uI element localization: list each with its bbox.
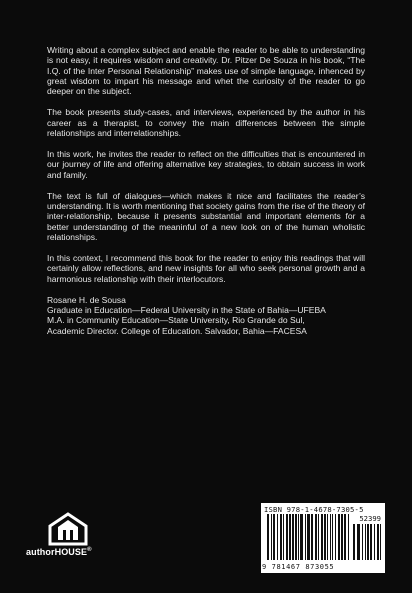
barcode-addon-label: 52399 <box>359 514 381 523</box>
barcode-bar <box>377 524 379 560</box>
barcode-bar <box>338 514 340 560</box>
barcode-bar <box>295 514 297 560</box>
barcode-bar <box>271 514 272 560</box>
barcode-bar <box>341 514 343 560</box>
barcode-bar <box>267 514 269 560</box>
blurb-paragraph-4: The text is full of dialogues—which makes it nice and facilitates the reader’s understanding. It is worth mentioning that society gains from the rise of the theory of inter-relationship, because it presents substantial and important elements for a better understanding of the meaninful of a new look on of the human wholistic relationships. <box>47 190 365 242</box>
barcode-bar <box>289 514 291 560</box>
barcode-bar <box>344 514 346 560</box>
barcode-bar <box>327 514 328 560</box>
signature-name: Rosane H. de Sousa <box>47 294 126 305</box>
barcode-bar <box>380 524 381 560</box>
signature-credential-3: Academic Director. College of Education. Salvador, Bahia—FACESA <box>47 325 307 336</box>
barcode-bar <box>332 514 333 560</box>
isbn-label: ISBN 978-1-4678-7305-5 <box>264 505 364 514</box>
barcode-bar <box>305 514 306 560</box>
barcode-bar <box>315 514 317 560</box>
barcode-bar <box>357 524 360 560</box>
barcode-bar <box>277 514 278 560</box>
barcode-bar <box>335 514 336 560</box>
blurb-paragraph-2: The book presents study-cases, and interviews, experienced by the author in his career as a therapist, to convey the main differences between the simple relationships and interrelationships. <box>47 107 365 138</box>
barcode-bar <box>370 524 372 560</box>
barcode-bar <box>300 514 303 560</box>
signature-credential-1: Graduate in Education—Federal University in the State of Bahia—UFEBA <box>47 305 326 315</box>
blurb-paragraph-1: Writing about a complex subject and enable the reader to be able to understanding is not easy, it requires wisdom and creativity. Dr. Pitzer De Souza in his book, “The I.Q. of the Inter Personal Relationship” makes use of simple language, inhenced by great wisdom to impart his message and whet the curiosity of the reader to go deeper on the subject. <box>47 45 365 96</box>
barcode-bar <box>286 514 288 560</box>
barcode-bar <box>348 514 349 560</box>
blurb-paragraph-5: In this context, I recommend this book for the reader to enjoy this readings that will certainly allow reflections, and new insights for all who seek personal growth and a harmonious relationship with their interlocutors. <box>47 253 365 284</box>
addon-bars <box>353 524 381 560</box>
barcode-bar <box>367 524 369 560</box>
barcode-bar <box>298 514 299 560</box>
barcode-bar <box>307 514 310 560</box>
back-cover-blurb <box>47 45 365 336</box>
barcode-bar <box>321 514 323 560</box>
barcode-bar <box>318 514 319 560</box>
signature-block <box>47 295 365 336</box>
ean-digits: 9 781467 873055 <box>262 563 335 571</box>
barcode-bar <box>365 524 366 560</box>
signature-credential-2: M.A. in Community Education—State University, Rio Grande do Sul, <box>47 315 305 326</box>
ean-bars <box>267 514 351 560</box>
barcode-bar <box>330 514 331 560</box>
barcode-bar <box>273 514 275 560</box>
barcode-bar <box>374 524 375 560</box>
barcode-bar <box>353 524 355 560</box>
isbn-barcode <box>261 503 385 573</box>
publisher-name: authorHOUSE® <box>26 547 92 557</box>
barcode-bar <box>311 514 313 560</box>
barcode-bar <box>362 524 363 560</box>
barcode-bar <box>292 514 294 560</box>
barcode-bar <box>324 514 326 560</box>
blurb-paragraph-3: In this work, he invites the reader to reflect on the difficulties that is encountered in our journey of life and offering alternative key strategies, to obtain success in work and family. <box>47 149 365 180</box>
barcode-bar <box>283 514 284 560</box>
barcode-bar <box>280 514 282 560</box>
